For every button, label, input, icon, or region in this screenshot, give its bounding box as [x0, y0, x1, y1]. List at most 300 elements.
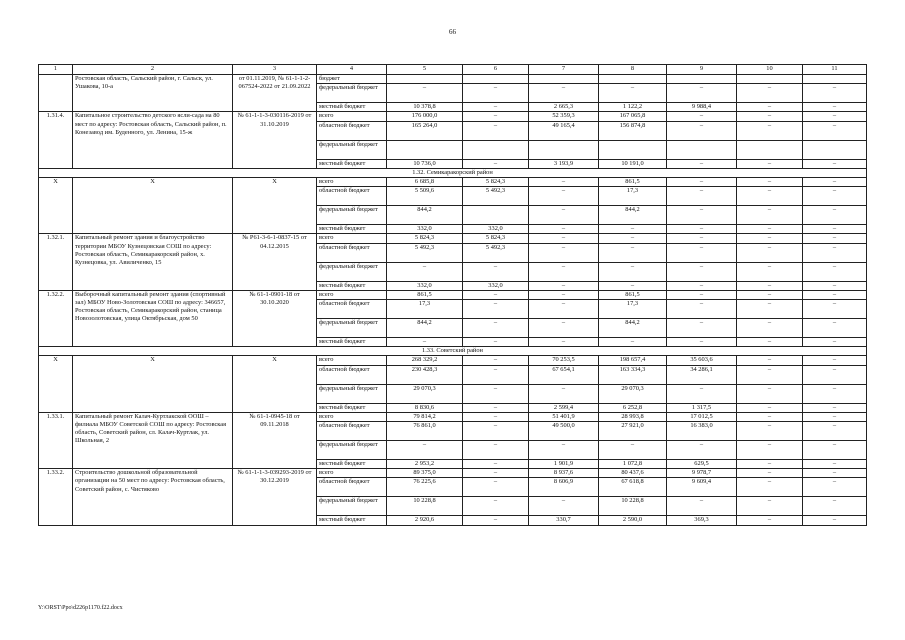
header-cell: 10 — [737, 65, 803, 75]
value-cell: 230 428,3 — [387, 365, 463, 384]
value-cell: 176 000,0 — [387, 112, 463, 121]
value-cell: – — [463, 262, 529, 281]
value-cell: – — [599, 262, 667, 281]
value-cell: 9 978,7 — [667, 469, 737, 478]
item-number: Х — [39, 178, 73, 234]
value-cell: 369,3 — [667, 516, 737, 525]
value-cell: 163 334,3 — [599, 365, 667, 384]
value-cell: 6 685,8 — [387, 178, 463, 187]
value-cell: – — [529, 225, 599, 234]
value-cell: – — [737, 243, 803, 262]
value-cell: – — [737, 460, 803, 469]
value-cell: – — [667, 187, 737, 206]
header-cell: 9 — [667, 65, 737, 75]
value-cell: 330,7 — [529, 516, 599, 525]
value-cell: – — [803, 356, 867, 365]
value-cell: – — [599, 281, 667, 290]
value-cell: – — [667, 290, 737, 299]
value-cell: 844,2 — [599, 206, 667, 225]
value-cell — [599, 140, 667, 159]
item-number: 1.32.2. — [39, 290, 73, 346]
value-cell: – — [737, 422, 803, 441]
value-cell: – — [803, 497, 867, 516]
value-cell: – — [803, 478, 867, 497]
value-cell: – — [599, 243, 667, 262]
value-cell: – — [529, 338, 599, 347]
value-cell: 10 191,0 — [599, 159, 667, 168]
value-cell: 5 509,6 — [387, 187, 463, 206]
value-cell: 89 375,0 — [387, 469, 463, 478]
value-cell: – — [463, 441, 529, 460]
item-name: Х — [73, 356, 233, 412]
table-row — [39, 469, 867, 478]
header-cell: 8 — [599, 65, 667, 75]
value-cell: – — [803, 441, 867, 460]
value-cell: 5 824,3 — [463, 178, 529, 187]
value-cell: 844,2 — [387, 319, 463, 338]
item-number: Х — [39, 356, 73, 412]
budget-type: всего — [317, 412, 387, 421]
value-cell: 9 988,4 — [667, 103, 737, 112]
value-cell — [737, 140, 803, 159]
value-cell: 5 824,3 — [387, 234, 463, 243]
value-cell — [803, 75, 867, 84]
value-cell: – — [737, 497, 803, 516]
header-cell: 1 — [39, 65, 73, 75]
budget-type: областной бюджет — [317, 121, 387, 140]
value-cell: – — [463, 103, 529, 112]
value-cell: 79 814,2 — [387, 412, 463, 421]
value-cell: – — [387, 441, 463, 460]
section-row — [39, 168, 867, 177]
value-cell: – — [803, 384, 867, 403]
budget-type: областной бюджет — [317, 422, 387, 441]
header-cell: 5 — [387, 65, 463, 75]
value-cell: 2 599,4 — [529, 403, 599, 412]
value-cell: – — [737, 478, 803, 497]
value-cell: – — [463, 290, 529, 299]
value-cell: 332,0 — [387, 281, 463, 290]
value-cell — [463, 140, 529, 159]
value-cell: 165 264,0 — [387, 121, 463, 140]
value-cell: – — [463, 356, 529, 365]
value-cell: 5 492,3 — [463, 187, 529, 206]
budget-type: областной бюджет — [317, 478, 387, 497]
page-number: 66 — [449, 28, 456, 36]
item-document: № 61-1-1-3-030116-2019 от 31.10.2019 — [233, 112, 317, 168]
value-cell — [667, 75, 737, 84]
value-cell: – — [667, 206, 737, 225]
value-cell: – — [529, 319, 599, 338]
value-cell: 629,5 — [667, 460, 737, 469]
value-cell: 2 590,0 — [599, 516, 667, 525]
budget-type: бюджет — [317, 75, 387, 84]
value-cell: – — [737, 206, 803, 225]
value-cell — [803, 140, 867, 159]
value-cell: – — [737, 403, 803, 412]
value-cell: 17,3 — [599, 187, 667, 206]
value-cell: – — [803, 290, 867, 299]
budget-type: всего — [317, 356, 387, 365]
value-cell: – — [737, 469, 803, 478]
value-cell: – — [803, 300, 867, 319]
value-cell: – — [463, 84, 529, 103]
value-cell: – — [529, 206, 599, 225]
item-document: № 61-1-1-3-039293-2019 от 30.12.2019 — [233, 469, 317, 525]
value-cell: – — [387, 262, 463, 281]
value-cell: – — [463, 365, 529, 384]
item-document: Х — [233, 356, 317, 412]
value-cell: – — [667, 497, 737, 516]
value-cell: 167 065,8 — [599, 112, 667, 121]
value-cell: 49 500,0 — [529, 422, 599, 441]
value-cell: 52 359,3 — [529, 112, 599, 121]
footer-file-path: Y:\ORST\Ppo\d226p1170.f22.docx — [38, 605, 123, 611]
value-cell: – — [803, 103, 867, 112]
value-cell: 29 070,3 — [387, 384, 463, 403]
value-cell: 332,0 — [387, 225, 463, 234]
budget-type: федеральный бюджет — [317, 262, 387, 281]
value-cell: – — [463, 478, 529, 497]
budget-type: местный бюджет — [317, 103, 387, 112]
item-name: Строительство дошкольной образовательной организации на 50 мест по адресу: Ростовская область, Советский район, с. Чистяково — [73, 469, 233, 525]
item-number: 1.31.4. — [39, 112, 73, 168]
value-cell: – — [463, 159, 529, 168]
item-name: Х — [73, 178, 233, 234]
section-title: 1.32. Семикаракорский район — [39, 168, 867, 177]
budget-type: федеральный бюджет — [317, 384, 387, 403]
item-number: 1.33.2. — [39, 469, 73, 525]
value-cell: – — [463, 319, 529, 338]
value-cell: – — [599, 225, 667, 234]
value-cell: – — [599, 234, 667, 243]
value-cell: 17,3 — [599, 300, 667, 319]
value-cell: 76 861,0 — [387, 422, 463, 441]
value-cell — [737, 75, 803, 84]
budget-type: всего — [317, 469, 387, 478]
value-cell: – — [529, 441, 599, 460]
value-cell — [667, 140, 737, 159]
item-name: Ростовская область, Сальский район, г. Сальск, ул. Ушакова, 10-а — [73, 75, 233, 112]
value-cell: – — [667, 225, 737, 234]
value-cell: 844,2 — [599, 319, 667, 338]
budget-type: областной бюджет — [317, 365, 387, 384]
item-name: Выборочный капитальный ремонт здания (спортивный зал) МБОУ Ново-Золотовская СОШ по адресу: 346657, Ростовская область, Семикаракорский район, станица Новозолотовская, улица Октябрьская, дом 50 — [73, 290, 233, 346]
value-cell: – — [463, 384, 529, 403]
value-cell: 198 657,4 — [599, 356, 667, 365]
value-cell: – — [529, 262, 599, 281]
value-cell: – — [667, 121, 737, 140]
value-cell: – — [737, 356, 803, 365]
value-cell: – — [529, 497, 599, 516]
value-cell: – — [737, 338, 803, 347]
value-cell: – — [803, 159, 867, 168]
value-cell: 6 252,8 — [599, 403, 667, 412]
budget-type: местный бюджет — [317, 338, 387, 347]
value-cell: – — [463, 469, 529, 478]
budget-type: федеральный бюджет — [317, 319, 387, 338]
value-cell: – — [387, 84, 463, 103]
budget-type: областной бюджет — [317, 300, 387, 319]
value-cell: – — [803, 262, 867, 281]
budget-type: федеральный бюджет — [317, 497, 387, 516]
header-cell: 7 — [529, 65, 599, 75]
value-cell: – — [667, 84, 737, 103]
value-cell: 2 665,3 — [529, 103, 599, 112]
header-cell: 11 — [803, 65, 867, 75]
budget-type: всего — [317, 290, 387, 299]
table-row — [39, 234, 867, 243]
value-cell: 29 070,3 — [599, 384, 667, 403]
value-cell: – — [803, 84, 867, 103]
value-cell: 3 193,9 — [529, 159, 599, 168]
value-cell: 2 953,2 — [387, 460, 463, 469]
value-cell: – — [803, 225, 867, 234]
value-cell: 76 225,6 — [387, 478, 463, 497]
value-cell: – — [737, 281, 803, 290]
budget-type: федеральный бюджет — [317, 84, 387, 103]
value-cell — [529, 75, 599, 84]
value-cell: – — [529, 290, 599, 299]
value-cell: – — [737, 262, 803, 281]
table-row — [39, 75, 867, 84]
value-cell: – — [463, 112, 529, 121]
value-cell: 51 401,9 — [529, 412, 599, 421]
budget-type: областной бюджет — [317, 187, 387, 206]
value-cell: – — [737, 319, 803, 338]
value-cell: – — [803, 403, 867, 412]
value-cell: – — [737, 516, 803, 525]
budget-type: местный бюджет — [317, 516, 387, 525]
table-row — [39, 112, 867, 121]
header-cell: 3 — [233, 65, 317, 75]
value-cell: 1 072,8 — [599, 460, 667, 469]
item-document: № 61-1-0901-18 от 30.10.2020 — [233, 290, 317, 346]
table-row — [39, 290, 867, 299]
value-cell — [463, 206, 529, 225]
value-cell: 156 874,8 — [599, 121, 667, 140]
value-cell: – — [803, 338, 867, 347]
budget-type: местный бюджет — [317, 460, 387, 469]
value-cell: 17 012,5 — [667, 412, 737, 421]
value-cell: – — [803, 412, 867, 421]
value-cell: 9 609,4 — [667, 478, 737, 497]
value-cell — [599, 75, 667, 84]
header-cell: 6 — [463, 65, 529, 75]
value-cell: – — [737, 412, 803, 421]
value-cell: 1 122,2 — [599, 103, 667, 112]
value-cell: – — [463, 300, 529, 319]
value-cell: – — [463, 412, 529, 421]
value-cell: – — [803, 234, 867, 243]
value-cell: 67 618,8 — [599, 478, 667, 497]
value-cell: 5 824,3 — [463, 234, 529, 243]
item-name: Капитальный ремонт здания и благоустройство территории МБОУ Кузнецовская СОШ по адресу: Ростовская область, Семикаракорский район, х. Кузнецовка, ул. Авиличенко, 15 — [73, 234, 233, 290]
value-cell: – — [737, 384, 803, 403]
value-cell: 10 228,8 — [387, 497, 463, 516]
value-cell — [387, 75, 463, 84]
section-title: 1.33. Советский район — [39, 347, 867, 356]
item-document: от 01.11.2019, № 61-1-1-2-067524-2022 от 21.09.2022 — [233, 75, 317, 112]
value-cell: – — [667, 300, 737, 319]
value-cell: 5 492,3 — [387, 243, 463, 262]
value-cell: 5 492,3 — [463, 243, 529, 262]
budget-type: федеральный бюджет — [317, 206, 387, 225]
value-cell: – — [667, 441, 737, 460]
item-document: № 61-1-0945-18 от 09.11.2018 — [233, 412, 317, 468]
budget-table — [38, 64, 867, 526]
value-cell: 8 606,9 — [529, 478, 599, 497]
value-cell: 332,0 — [463, 281, 529, 290]
value-cell: – — [737, 112, 803, 121]
budget-type: местный бюджет — [317, 281, 387, 290]
value-cell — [529, 140, 599, 159]
budget-type: местный бюджет — [317, 403, 387, 412]
value-cell: 861,5 — [599, 178, 667, 187]
value-cell: 27 921,0 — [599, 422, 667, 441]
value-cell: – — [599, 84, 667, 103]
value-cell: – — [737, 103, 803, 112]
value-cell: – — [803, 206, 867, 225]
value-cell: – — [463, 460, 529, 469]
value-cell: – — [803, 112, 867, 121]
budget-type: местный бюджет — [317, 225, 387, 234]
value-cell: – — [529, 187, 599, 206]
value-cell: – — [803, 469, 867, 478]
value-cell: – — [737, 178, 803, 187]
value-cell: 332,0 — [463, 225, 529, 234]
budget-type: всего — [317, 178, 387, 187]
value-cell: – — [737, 290, 803, 299]
table-row — [39, 412, 867, 421]
budget-type: областной бюджет — [317, 243, 387, 262]
value-cell: – — [463, 422, 529, 441]
value-cell: – — [737, 159, 803, 168]
value-cell: – — [667, 281, 737, 290]
value-cell: – — [529, 234, 599, 243]
value-cell: – — [803, 243, 867, 262]
budget-type: федеральный бюджет — [317, 441, 387, 460]
value-cell: – — [803, 187, 867, 206]
value-cell: – — [463, 516, 529, 525]
value-cell: – — [529, 384, 599, 403]
value-cell: – — [529, 243, 599, 262]
value-cell: – — [737, 441, 803, 460]
value-cell: – — [803, 460, 867, 469]
value-cell: – — [737, 234, 803, 243]
value-cell: – — [667, 243, 737, 262]
value-cell: – — [803, 178, 867, 187]
value-cell: 17,3 — [387, 300, 463, 319]
value-cell: – — [803, 422, 867, 441]
value-cell: 10 228,8 — [599, 497, 667, 516]
value-cell: 35 603,6 — [667, 356, 737, 365]
budget-type: всего — [317, 112, 387, 121]
table-row — [39, 356, 867, 365]
value-cell: – — [463, 497, 529, 516]
item-document: Х — [233, 178, 317, 234]
value-cell: – — [803, 281, 867, 290]
value-cell: – — [529, 281, 599, 290]
value-cell: 861,5 — [387, 290, 463, 299]
item-name: Капитальный ремонт Калач-Куртлакской ООШ – филиала МБОУ Советской СОШ по адресу: Ростовская область, Советский район, сл. Калач-Куртлак, ул. Школьная, 2 — [73, 412, 233, 468]
value-cell — [463, 75, 529, 84]
item-number: 1.32.1. — [39, 234, 73, 290]
value-cell: 10 736,0 — [387, 159, 463, 168]
budget-type: всего — [317, 234, 387, 243]
item-document: № Р61-3-6-1-0837-15 от 04.12.2015 — [233, 234, 317, 290]
value-cell: – — [667, 384, 737, 403]
value-cell: 8 830,6 — [387, 403, 463, 412]
item-number: 1.33.1. — [39, 412, 73, 468]
value-cell: 67 654,1 — [529, 365, 599, 384]
value-cell: 844,2 — [387, 206, 463, 225]
value-cell: – — [667, 234, 737, 243]
value-cell: 16 383,0 — [667, 422, 737, 441]
table-row — [39, 178, 867, 187]
value-cell: – — [803, 516, 867, 525]
value-cell: 34 286,1 — [667, 365, 737, 384]
value-cell: – — [529, 178, 599, 187]
value-cell: – — [529, 300, 599, 319]
value-cell: – — [667, 338, 737, 347]
value-cell: 2 920,6 — [387, 516, 463, 525]
header-row — [39, 65, 867, 75]
budget-table-wrap — [38, 64, 866, 526]
budget-type: местный бюджет — [317, 159, 387, 168]
value-cell: 10 378,8 — [387, 103, 463, 112]
value-cell — [387, 140, 463, 159]
value-cell: 8 937,6 — [529, 469, 599, 478]
value-cell: – — [667, 262, 737, 281]
value-cell: – — [667, 159, 737, 168]
value-cell: – — [803, 319, 867, 338]
value-cell: – — [737, 225, 803, 234]
value-cell: 49 165,4 — [529, 121, 599, 140]
item-name: Капитальное строительство детского ясли-сада на 80 мест по адресу: Ростовская область, Сальский район, п. Конезавод им. Буденного, ул. Ленина, 15-ж — [73, 112, 233, 168]
value-cell: – — [463, 403, 529, 412]
value-cell: 268 329,2 — [387, 356, 463, 365]
value-cell: – — [667, 319, 737, 338]
item-number — [39, 75, 73, 112]
value-cell: – — [599, 441, 667, 460]
value-cell: 70 253,5 — [529, 356, 599, 365]
value-cell: – — [737, 365, 803, 384]
header-cell: 4 — [317, 65, 387, 75]
value-cell: – — [737, 187, 803, 206]
value-cell: – — [803, 121, 867, 140]
section-row — [39, 347, 867, 356]
value-cell: – — [803, 365, 867, 384]
value-cell: – — [667, 112, 737, 121]
value-cell: 1 317,5 — [667, 403, 737, 412]
value-cell: 80 437,6 — [599, 469, 667, 478]
value-cell: – — [599, 338, 667, 347]
value-cell: – — [529, 84, 599, 103]
value-cell: 1 901,9 — [529, 460, 599, 469]
value-cell: – — [737, 300, 803, 319]
header-cell: 2 — [73, 65, 233, 75]
value-cell: 861,5 — [599, 290, 667, 299]
value-cell: – — [387, 338, 463, 347]
value-cell: – — [737, 121, 803, 140]
value-cell: – — [463, 338, 529, 347]
budget-type: федеральный бюджет — [317, 140, 387, 159]
value-cell: 28 993,8 — [599, 412, 667, 421]
value-cell: – — [737, 84, 803, 103]
value-cell: – — [667, 178, 737, 187]
value-cell: – — [463, 121, 529, 140]
